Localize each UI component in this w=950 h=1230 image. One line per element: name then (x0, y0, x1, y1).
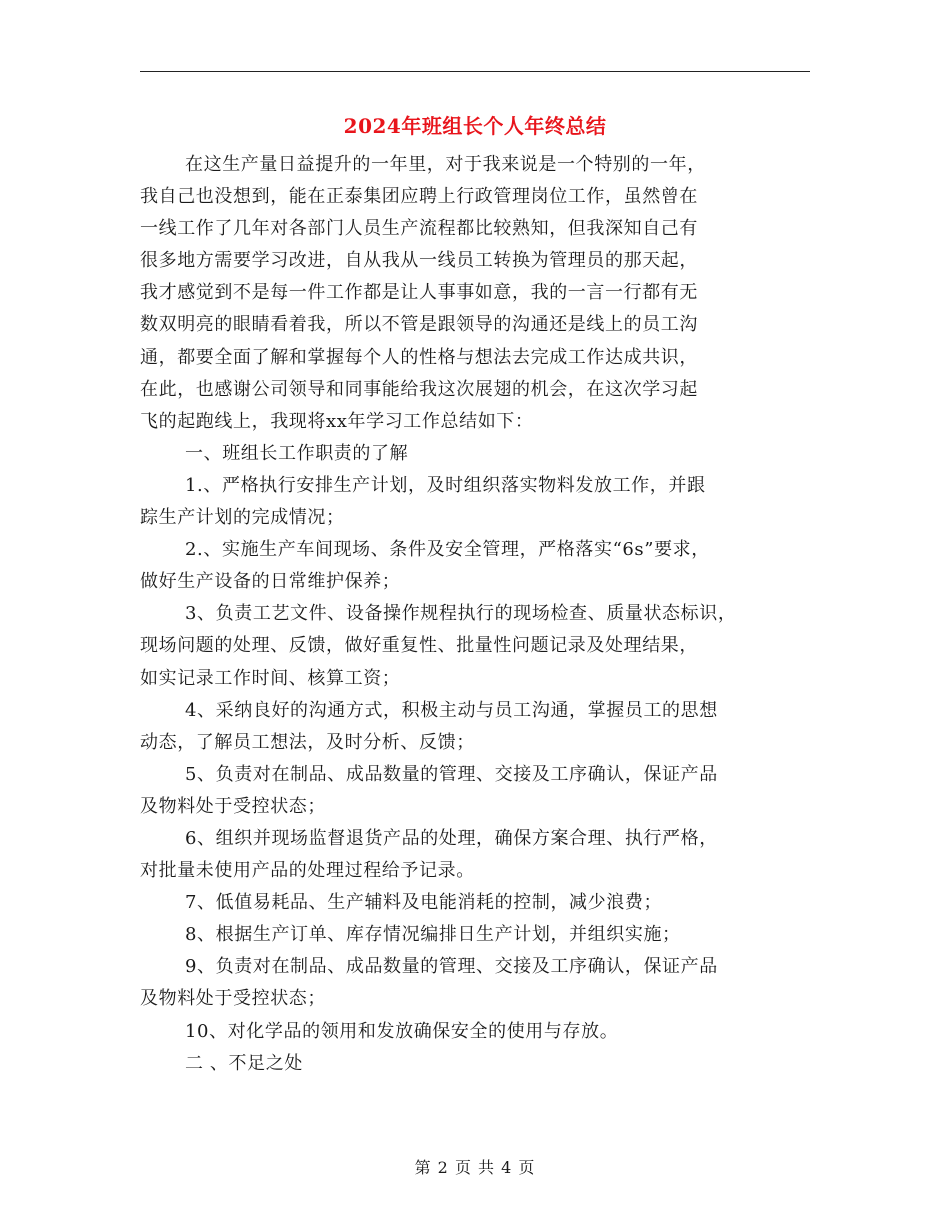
paragraph-line: 4、采纳良好的沟通方式，积极主动与员工沟通，掌握员工的思想 (185, 699, 718, 721)
paragraph-line: 9、负责对在制品、成品数量的管理、交接及工序确认，保证产品 (185, 956, 718, 978)
paragraph-line: 在此，也感谢公司领导和同事能给我这次展翅的机会，在这次学习起 (140, 378, 698, 400)
header-rule (140, 71, 810, 72)
paragraph-line: 8、根据生产订单、库存情况编排日生产计划，并组织实施； (185, 924, 681, 946)
paragraph-line: 5、负责对在制品、成品数量的管理、交接及工序确认，保证产品 (185, 763, 718, 785)
paragraph-line: 一线工作了几年对各部门人员生产流程都比较熟知，但我深知自己有 (140, 218, 698, 240)
paragraph-line: 10、对化学品的领用和发放确保安全的使用与存放。 (185, 1020, 619, 1042)
paragraph-line: 数双明亮的眼睛看着我，所以不管是跟领导的沟通还是线上的员工沟 (140, 314, 698, 336)
paragraph-line: 6、组织并现场监督退货产品的处理，确保方案合理、执行严格， (185, 827, 718, 849)
paragraph-line: 我自己也没想到，能在正泰集团应聘上行政管理岗位工作，虽然曾在 (140, 186, 698, 208)
paragraph-line: 做好生产设备的日常维护保养； (140, 571, 401, 593)
paragraph-line: 很多地方需要学习改进，自从我从一线员工转换为管理员的那天起， (140, 250, 698, 272)
paragraph-line: 飞的起跑线上，我现将xx年学习工作总结如下： (140, 410, 534, 432)
paragraph-line: 现场问题的处理、反馈，做好重复性、批量性问题记录及处理结果， (140, 635, 698, 657)
page-footer: 第 2 页 共 4 页 (414, 1158, 536, 1177)
paragraph-line: 1.、严格执行安排生产计划，及时组织落实物料发放工作，并跟 (185, 474, 706, 496)
paragraph-line: 及物料处于受控状态； (140, 988, 326, 1010)
document-body (140, 149, 820, 1080)
paragraph-line: 7、低值易耗品、生产辅料及电能消耗的控制，减少浪费； (185, 892, 663, 914)
paragraph-line: 踪生产计划的完成情况； (140, 507, 345, 529)
page-title: 2024年班组长个人年终总结 (343, 114, 607, 138)
paragraph-line: 一、班组长工作职责的了解 (185, 442, 409, 464)
paragraph-line: 及物料处于受控状态； (140, 795, 326, 817)
paragraph-line: 通，都要全面了解和掌握每个人的性格与想法去完成工作达成共识， (140, 346, 698, 368)
paragraph-line: 在这生产量日益提升的一年里，对于我来说是一个特别的一年， (185, 154, 706, 175)
paragraph-line: 对批量未使用产品的处理过程给予记录。 (140, 860, 475, 882)
paragraph-line: 如实记录工作时间、核算工资； (140, 667, 401, 689)
paragraph-line: 二 、不足之处 (185, 1052, 303, 1074)
paragraph-line: 2.、实施生产车间现场、条件及安全管理，严格落实“6s”要求， (185, 539, 710, 561)
paragraph-line: 我才感觉到不是每一件工作都是让人事事如意，我的一言一行都有无 (140, 282, 698, 304)
paragraph-line: 动态，了解员工想法，及时分析、反馈； (140, 731, 475, 753)
paragraph-line: 3、负责工艺文件、设备操作规程执行的现场检查、质量状态标识， (185, 603, 737, 625)
